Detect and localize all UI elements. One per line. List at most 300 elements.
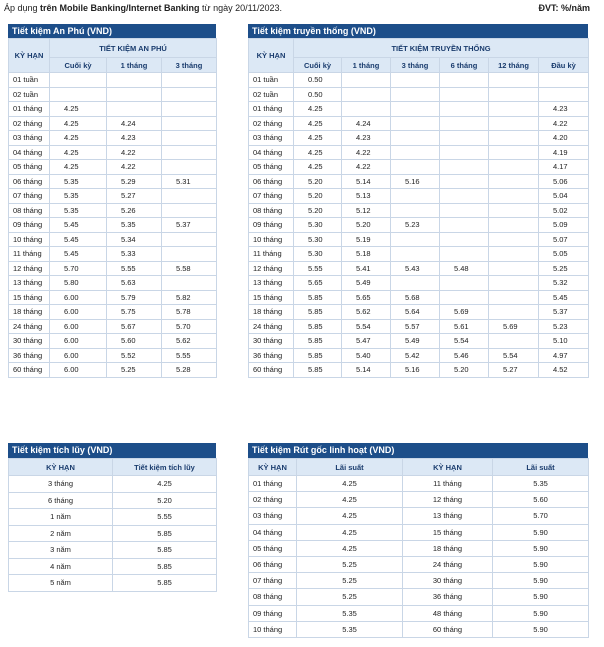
rate-cell: 5.68 (391, 290, 440, 305)
term-cell: 13 tháng (403, 508, 493, 524)
rate-cell: 5.25 (539, 261, 589, 276)
tichluy-panel (8, 443, 216, 592)
truyenthong-col-header: 6 tháng (440, 58, 489, 73)
rate-cell (162, 145, 217, 160)
term-cell: 12 tháng (403, 492, 493, 508)
rate-cell: 5.54 (342, 319, 391, 334)
table-row (9, 305, 217, 320)
table-row (249, 189, 589, 204)
rate-cell: 5.90 (493, 621, 589, 637)
table-row (9, 73, 217, 88)
rate-cell: 5.80 (50, 276, 107, 291)
rate-cell (391, 160, 440, 175)
rate-cell: 5.02 (539, 203, 589, 218)
rate-cell: 5.69 (440, 305, 489, 320)
rate-cell: 5.70 (50, 261, 107, 276)
table-row (9, 525, 217, 542)
table-row (9, 145, 217, 160)
table-row (9, 276, 217, 291)
table-row (249, 87, 589, 102)
rate-cell (440, 218, 489, 233)
term-cell: 03 tháng (9, 131, 50, 146)
rate-cell (489, 131, 539, 146)
rate-cell (391, 203, 440, 218)
table-row (9, 476, 217, 493)
table-row (9, 558, 217, 575)
rutgoc-title: Tiết kiệm Rút gốc linh hoạt (VND) (248, 443, 588, 458)
rate-cell: 5.06 (539, 174, 589, 189)
anphu-col-header: 1 tháng (107, 58, 162, 73)
rate-cell (162, 203, 217, 218)
rate-cell: 4.52 (539, 363, 589, 378)
rutgoc-panel (248, 443, 588, 638)
rutgoc-table (248, 458, 589, 638)
table-row (249, 524, 589, 540)
rate-cell: 4.23 (107, 131, 162, 146)
rate-cell: 5.10 (539, 334, 589, 349)
truyenthong-title: Tiết kiệm truyền thống (VND) (248, 24, 588, 38)
tichluy-table (8, 458, 217, 592)
table-row (249, 261, 589, 276)
rate-cell (489, 102, 539, 117)
note-bold: trên Mobile Banking/Internet Banking (40, 3, 200, 13)
rate-cell: 5.20 (294, 174, 342, 189)
rate-cell: 5.61 (440, 319, 489, 334)
term-cell: 05 tháng (249, 160, 294, 175)
rate-cell (162, 73, 217, 88)
rate-cell (162, 131, 217, 146)
rate-cell (440, 290, 489, 305)
rate-cell (440, 189, 489, 204)
term-cell: 05 tháng (249, 540, 297, 556)
rate-cell: 5.55 (113, 509, 217, 526)
rate-cell: 5.57 (391, 319, 440, 334)
anphu-table (8, 38, 217, 378)
rate-cell (489, 160, 539, 175)
table-row (249, 160, 589, 175)
term-cell: 5 năm (9, 575, 113, 592)
table-row (249, 573, 589, 589)
rate-cell (162, 116, 217, 131)
term-cell: 10 tháng (9, 232, 50, 247)
rate-cell: 5.85 (294, 334, 342, 349)
table-row (249, 73, 589, 88)
term-cell: 24 tháng (9, 319, 50, 334)
rutgoc-col-header: KỲ HẠN (403, 459, 493, 476)
term-cell: 36 tháng (9, 348, 50, 363)
table-row (249, 131, 589, 146)
table-row (249, 319, 589, 334)
term-cell: 07 tháng (9, 189, 50, 204)
term-cell: 01 tháng (9, 102, 50, 117)
anphu-col-header: Cuối kỳ (50, 58, 107, 73)
term-cell: 02 tuần (9, 87, 50, 102)
table-row (9, 203, 217, 218)
table-row (9, 131, 217, 146)
table-row (9, 232, 217, 247)
rate-cell: 5.27 (489, 363, 539, 378)
term-cell: 07 tháng (249, 573, 297, 589)
rate-cell: 5.33 (107, 247, 162, 262)
rate-cell: 5.28 (162, 363, 217, 378)
rate-cell (489, 174, 539, 189)
rate-cell: 0.50 (294, 87, 342, 102)
rate-cell: 5.85 (294, 348, 342, 363)
rate-cell: 5.35 (297, 621, 403, 637)
rate-cell (107, 87, 162, 102)
table-row (9, 247, 217, 262)
rate-cell (489, 189, 539, 204)
rate-cell: 4.24 (342, 116, 391, 131)
rate-cell: 5.26 (107, 203, 162, 218)
rate-cell: 4.23 (342, 131, 391, 146)
unit-label: ĐVT: %/năm (538, 3, 590, 13)
rate-cell: 4.22 (539, 116, 589, 131)
rate-cell (489, 73, 539, 88)
rate-cell: 5.85 (113, 575, 217, 592)
term-cell: 08 tháng (249, 589, 297, 605)
rate-cell (440, 102, 489, 117)
rate-cell (391, 189, 440, 204)
note-prefix: Áp dụng (4, 3, 41, 13)
rate-cell: 5.41 (342, 261, 391, 276)
rate-cell: 5.70 (162, 319, 217, 334)
rate-cell (391, 73, 440, 88)
term-cell: 36 tháng (403, 589, 493, 605)
rate-cell (489, 232, 539, 247)
term-cell: 10 tháng (249, 621, 297, 637)
rate-cell (391, 145, 440, 160)
rate-cell: 5.60 (493, 492, 589, 508)
rate-cell: 5.05 (539, 247, 589, 262)
rate-cell: 4.25 (50, 116, 107, 131)
rate-cell: 5.85 (113, 558, 217, 575)
rate-cell: 5.45 (50, 232, 107, 247)
truyenthong-col-header: 3 tháng (391, 58, 440, 73)
term-cell: 18 tháng (9, 305, 50, 320)
rate-cell (489, 276, 539, 291)
rate-cell: 4.25 (294, 102, 342, 117)
rate-cell (391, 232, 440, 247)
term-cell: 18 tháng (403, 540, 493, 556)
rate-cell (162, 87, 217, 102)
rate-cell (489, 116, 539, 131)
rate-cell (162, 189, 217, 204)
rate-cell: 5.20 (440, 363, 489, 378)
rate-cell: 5.25 (297, 556, 403, 572)
rate-cell (440, 87, 489, 102)
term-cell: 6 tháng (9, 492, 113, 509)
term-cell: 15 tháng (403, 524, 493, 540)
term-cell: 04 tháng (9, 145, 50, 160)
table-row (249, 621, 589, 637)
table-row (9, 492, 217, 509)
term-cell: 01 tuần (9, 73, 50, 88)
rate-cell (489, 247, 539, 262)
table-row (249, 116, 589, 131)
term-cell: 09 tháng (249, 218, 294, 233)
rate-cell: 5.55 (107, 261, 162, 276)
rate-cell: 5.65 (294, 276, 342, 291)
truyenthong-col-header: Cuối kỳ (294, 58, 342, 73)
rate-cell (440, 247, 489, 262)
term-cell: 2 năm (9, 525, 113, 542)
rate-cell: 6.00 (50, 305, 107, 320)
rate-cell: 5.34 (107, 232, 162, 247)
rate-cell: 5.43 (391, 261, 440, 276)
rate-cell: 4.25 (297, 476, 403, 492)
rate-cell: 5.35 (50, 174, 107, 189)
table-row (249, 276, 589, 291)
rate-cell (50, 87, 107, 102)
rate-cell (440, 203, 489, 218)
rate-cell: 5.45 (539, 290, 589, 305)
rate-cell: 5.20 (342, 218, 391, 233)
rate-cell: 5.30 (294, 247, 342, 262)
rate-cell (107, 102, 162, 117)
rate-cell: 5.23 (539, 319, 589, 334)
rate-cell: 5.85 (294, 305, 342, 320)
rate-cell: 4.22 (107, 160, 162, 175)
truyenthong-term-header: KỲ HẠN (249, 39, 294, 73)
rate-cell (489, 305, 539, 320)
table-row (249, 305, 589, 320)
rate-cell: 4.25 (50, 102, 107, 117)
rate-cell: 4.25 (297, 524, 403, 540)
rate-cell: 5.16 (391, 363, 440, 378)
term-cell: 3 tháng (9, 476, 113, 493)
term-cell: 12 tháng (249, 261, 294, 276)
rate-cell: 5.85 (294, 363, 342, 378)
rate-cell: 4.25 (294, 131, 342, 146)
truyenthong-col-header: 1 tháng (342, 58, 391, 73)
rate-cell: 5.13 (342, 189, 391, 204)
rutgoc-col-header: Lãi suất (297, 459, 403, 476)
term-cell: 36 tháng (249, 348, 294, 363)
rate-cell: 5.30 (294, 218, 342, 233)
rate-cell: 5.16 (391, 174, 440, 189)
tichluy-title: Tiết kiệm tích lũy (VND) (8, 443, 216, 458)
rate-cell: 5.62 (162, 334, 217, 349)
rate-cell: 5.47 (342, 334, 391, 349)
rate-cell (391, 276, 440, 291)
truyenthong-panel (248, 24, 588, 378)
term-cell: 08 tháng (249, 203, 294, 218)
rate-cell: 5.30 (294, 232, 342, 247)
rate-cell (440, 73, 489, 88)
rate-cell: 5.90 (493, 540, 589, 556)
rate-cell (489, 203, 539, 218)
rate-cell: 5.85 (294, 319, 342, 334)
rate-cell (440, 116, 489, 131)
rate-cell: 5.90 (493, 556, 589, 572)
table-row (9, 261, 217, 276)
rate-cell: 5.23 (391, 218, 440, 233)
term-cell: 02 tháng (9, 116, 50, 131)
rate-cell: 4.25 (50, 131, 107, 146)
table-row (9, 334, 217, 349)
rate-cell: 5.69 (489, 319, 539, 334)
rate-cell: 5.90 (493, 573, 589, 589)
rate-cell (440, 145, 489, 160)
rate-cell: 5.52 (107, 348, 162, 363)
rate-cell: 5.90 (493, 524, 589, 540)
rate-cell: 4.25 (297, 540, 403, 556)
anphu-title: Tiết kiệm An Phú (VND) (8, 24, 216, 38)
term-cell: 15 tháng (9, 290, 50, 305)
rate-cell (440, 160, 489, 175)
anphu-panel (8, 24, 216, 378)
term-cell: 60 tháng (9, 363, 50, 378)
rate-cell: 4.25 (294, 160, 342, 175)
rate-cell: 5.85 (113, 542, 217, 559)
table-row (9, 102, 217, 117)
rate-cell: 4.22 (342, 145, 391, 160)
table-row (249, 348, 589, 363)
term-cell: 04 tháng (249, 145, 294, 160)
rate-cell (391, 116, 440, 131)
term-cell: 02 tuần (249, 87, 294, 102)
rate-cell: 5.90 (493, 605, 589, 621)
rate-cell: 4.17 (539, 160, 589, 175)
term-cell: 11 tháng (9, 247, 50, 262)
table-row (9, 542, 217, 559)
rate-cell: 4.25 (50, 160, 107, 175)
rate-cell: 6.00 (50, 290, 107, 305)
rate-cell (50, 73, 107, 88)
rate-cell: 5.31 (162, 174, 217, 189)
rate-cell (440, 174, 489, 189)
rate-cell: 5.70 (493, 508, 589, 524)
rutgoc-col-header: KỲ HẠN (249, 459, 297, 476)
term-cell: 12 tháng (9, 261, 50, 276)
rate-cell: 5.54 (440, 334, 489, 349)
term-cell: 1 năm (9, 509, 113, 526)
rate-cell: 4.25 (294, 145, 342, 160)
term-cell: 60 tháng (403, 621, 493, 637)
rate-cell: 5.35 (107, 218, 162, 233)
truyenthong-col-header: Đầu kỳ (539, 58, 589, 73)
table-row (9, 348, 217, 363)
note-suffix: từ ngày 20/11/2023. (199, 3, 282, 13)
table-row (9, 87, 217, 102)
rate-cell (162, 232, 217, 247)
term-cell: 02 tháng (249, 492, 297, 508)
rate-cell: 5.20 (113, 492, 217, 509)
rate-cell: 5.20 (294, 203, 342, 218)
tichluy-col-header: Tiết kiệm tích lũy (113, 459, 217, 476)
rate-cell: 4.22 (342, 160, 391, 175)
anphu-term-header: KỲ HẠN (9, 39, 50, 73)
rutgoc-col-header: Lãi suất (493, 459, 589, 476)
table-row (249, 247, 589, 262)
term-cell: 08 tháng (9, 203, 50, 218)
term-cell: 15 tháng (249, 290, 294, 305)
table-row (249, 102, 589, 117)
rate-cell: 6.00 (50, 363, 107, 378)
rate-cell: 4.25 (297, 492, 403, 508)
term-cell: 03 tháng (249, 508, 297, 524)
rate-cell (489, 261, 539, 276)
rate-cell: 5.29 (107, 174, 162, 189)
term-cell: 13 tháng (249, 276, 294, 291)
term-cell: 09 tháng (9, 218, 50, 233)
rate-cell (391, 102, 440, 117)
rate-cell: 6.00 (50, 348, 107, 363)
table-row (249, 540, 589, 556)
rate-cell: 5.25 (297, 573, 403, 589)
rate-cell: 5.18 (342, 247, 391, 262)
rate-cell: 5.82 (162, 290, 217, 305)
anphu-group-header: TIẾT KIỆM AN PHÚ (50, 39, 217, 58)
table-row (249, 203, 589, 218)
rate-cell (489, 145, 539, 160)
rate-cell: 5.65 (342, 290, 391, 305)
term-cell: 3 năm (9, 542, 113, 559)
rate-cell: 5.78 (162, 305, 217, 320)
table-row (9, 174, 217, 189)
rate-cell: 5.37 (162, 218, 217, 233)
rate-cell: 5.25 (107, 363, 162, 378)
table-row (249, 605, 589, 621)
rate-cell: 5.54 (489, 348, 539, 363)
rate-cell: 5.35 (50, 203, 107, 218)
term-cell: 02 tháng (249, 116, 294, 131)
rate-cell: 5.75 (107, 305, 162, 320)
rate-cell: 5.45 (50, 247, 107, 262)
table-row (249, 145, 589, 160)
rate-cell (162, 102, 217, 117)
term-cell: 24 tháng (249, 319, 294, 334)
term-cell: 01 tuần (249, 73, 294, 88)
anphu-col-header: 3 tháng (162, 58, 217, 73)
table-row (249, 174, 589, 189)
term-cell: 24 tháng (403, 556, 493, 572)
rate-cell: 5.12 (342, 203, 391, 218)
rate-cell (539, 87, 589, 102)
rate-cell: 5.85 (294, 290, 342, 305)
rate-cell: 5.79 (107, 290, 162, 305)
rate-cell (489, 334, 539, 349)
table-row (249, 476, 589, 492)
tichluy-col-header: KỲ HẠN (9, 459, 113, 476)
rate-cell (489, 87, 539, 102)
rate-cell (162, 276, 217, 291)
table-row (249, 589, 589, 605)
rate-cell: 5.40 (342, 348, 391, 363)
rate-cell: 5.67 (107, 319, 162, 334)
term-cell: 11 tháng (403, 476, 493, 492)
rate-cell (107, 73, 162, 88)
rate-cell: 5.42 (391, 348, 440, 363)
truyenthong-group-header: TIẾT KIỆM TRUYỀN THỐNG (294, 39, 589, 58)
table-row (9, 189, 217, 204)
term-cell: 01 tháng (249, 102, 294, 117)
table-row (9, 509, 217, 526)
rate-cell: 4.24 (107, 116, 162, 131)
rate-cell: 4.22 (107, 145, 162, 160)
rate-cell (440, 276, 489, 291)
rate-cell: 6.00 (50, 334, 107, 349)
term-cell: 09 tháng (249, 605, 297, 621)
term-cell: 30 tháng (9, 334, 50, 349)
rate-cell: 4.20 (539, 131, 589, 146)
term-cell: 07 tháng (249, 189, 294, 204)
table-row (249, 232, 589, 247)
table-row (249, 492, 589, 508)
table-row (9, 218, 217, 233)
table-row (9, 290, 217, 305)
